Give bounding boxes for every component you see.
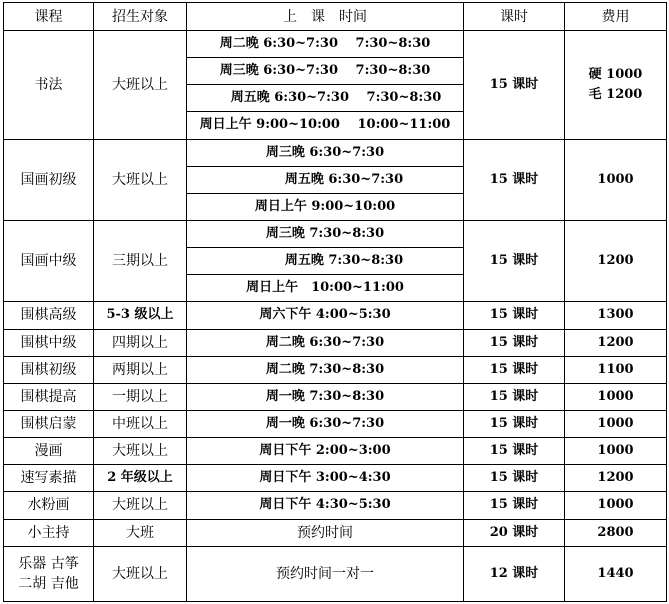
class-time: 周六下午 4:00~5:30 bbox=[187, 302, 464, 329]
table-row bbox=[4, 356, 667, 383]
header-time: 上 课 时间 bbox=[187, 3, 464, 31]
class-hours: 15 课时 bbox=[464, 492, 565, 519]
target-group: 大班以上 bbox=[94, 438, 187, 465]
class-hours: 15 课时 bbox=[464, 356, 565, 383]
class-hours: 15 课时 bbox=[464, 329, 565, 356]
course-name: 速写素描 bbox=[4, 465, 94, 492]
fee: 1000 bbox=[565, 492, 667, 519]
course-name-line: 乐器 古筝 bbox=[18, 555, 79, 572]
target-group: 两期以上 bbox=[94, 356, 187, 383]
class-time: 周五晚 6:30~7:30 7:30~8:30 bbox=[187, 85, 464, 112]
class-time: 周日上午 9:00~10:00 10:00~11:00 bbox=[187, 112, 464, 139]
course-name: 漫画 bbox=[4, 438, 94, 465]
class-hours: 15 课时 bbox=[464, 31, 565, 140]
course-schedule-table bbox=[3, 2, 667, 602]
class-time: 周三晚 7:30~8:30 bbox=[187, 220, 464, 247]
course-name: 国画初级 bbox=[4, 139, 94, 220]
course-name: 围棋提高 bbox=[4, 383, 94, 410]
table-row bbox=[4, 410, 667, 437]
target-group: 一期以上 bbox=[94, 383, 187, 410]
class-time: 预约时间 bbox=[187, 519, 464, 546]
header-fee: 费用 bbox=[565, 3, 667, 31]
class-hours: 15 课时 bbox=[464, 383, 565, 410]
course-name: 国画中级 bbox=[4, 220, 94, 301]
class-time: 周日下午 4:30~5:30 bbox=[187, 492, 464, 519]
class-time: 周五晚 7:30~8:30 bbox=[187, 248, 464, 275]
table-row bbox=[4, 438, 667, 465]
header-target: 招生对象 bbox=[94, 3, 187, 31]
table-row bbox=[4, 31, 667, 58]
fee: 1440 bbox=[565, 546, 667, 601]
class-time: 周二晚 6:30~7:30 7:30~8:30 bbox=[187, 31, 464, 58]
class-hours: 15 课时 bbox=[464, 410, 565, 437]
class-hours: 15 课时 bbox=[464, 139, 565, 220]
class-hours: 15 课时 bbox=[464, 220, 565, 301]
table-row bbox=[4, 546, 667, 601]
fee: 2800 bbox=[565, 519, 667, 546]
fee: 1300 bbox=[565, 302, 667, 329]
class-hours: 15 课时 bbox=[464, 465, 565, 492]
course-name: 书法 bbox=[4, 31, 94, 140]
course-name: 围棋高级 bbox=[4, 302, 94, 329]
class-time: 周日下午 2:00~3:00 bbox=[187, 438, 464, 465]
fee: 1000 bbox=[565, 410, 667, 437]
class-time: 周二晚 7:30~8:30 bbox=[187, 356, 464, 383]
class-time: 周三晚 6:30~7:30 bbox=[187, 139, 464, 166]
target-group: 中班以上 bbox=[94, 410, 187, 437]
target-group: 大班以上 bbox=[94, 31, 187, 140]
class-time: 周二晚 6:30~7:30 bbox=[187, 329, 464, 356]
target-group: 大班 bbox=[94, 519, 187, 546]
course-name: 围棋启蒙 bbox=[4, 410, 94, 437]
table-row bbox=[4, 302, 667, 329]
class-time: 周日下午 3:00~4:30 bbox=[187, 465, 464, 492]
course-name: 围棋中级 bbox=[4, 329, 94, 356]
target-group: 大班以上 bbox=[94, 492, 187, 519]
fee bbox=[565, 31, 667, 140]
table-row bbox=[4, 492, 667, 519]
course-name-line: 二胡 吉他 bbox=[18, 575, 79, 592]
class-time: 周一晚 7:30~8:30 bbox=[187, 383, 464, 410]
course-name: 小主持 bbox=[4, 519, 94, 546]
fee: 1000 bbox=[565, 383, 667, 410]
fee: 1000 bbox=[565, 139, 667, 220]
fee: 1200 bbox=[565, 329, 667, 356]
header-hours: 课时 bbox=[464, 3, 565, 31]
fee: 1200 bbox=[565, 465, 667, 492]
table-row bbox=[4, 220, 667, 247]
class-hours: 12 课时 bbox=[464, 546, 565, 601]
table-row bbox=[4, 329, 667, 356]
class-time: 周一晚 6:30~7:30 bbox=[187, 410, 464, 437]
course-name bbox=[4, 546, 94, 601]
target-group: 2 年级以上 bbox=[94, 465, 187, 492]
target-group: 大班以上 bbox=[94, 546, 187, 601]
fee: 1200 bbox=[565, 220, 667, 301]
target-group: 大班以上 bbox=[94, 139, 187, 220]
table-row bbox=[4, 519, 667, 546]
target-group: 三期以上 bbox=[94, 220, 187, 301]
table-row bbox=[4, 465, 667, 492]
course-name: 水粉画 bbox=[4, 492, 94, 519]
table-row bbox=[4, 383, 667, 410]
class-hours: 15 课时 bbox=[464, 302, 565, 329]
class-time: 预约时间一对一 bbox=[187, 546, 464, 601]
fee: 1000 bbox=[565, 438, 667, 465]
class-hours: 15 课时 bbox=[464, 438, 565, 465]
header-course: 课程 bbox=[4, 3, 94, 31]
class-time: 周日上午 10:00~11:00 bbox=[187, 275, 464, 302]
class-hours: 20 课时 bbox=[464, 519, 565, 546]
fee-line: 硬 1000 bbox=[588, 66, 643, 82]
class-time: 周日上午 9:00~10:00 bbox=[187, 193, 464, 220]
class-time: 周三晚 6:30~7:30 7:30~8:30 bbox=[187, 58, 464, 85]
table-row bbox=[4, 139, 667, 166]
target-group: 四期以上 bbox=[94, 329, 187, 356]
fee-line: 毛 1200 bbox=[588, 86, 643, 102]
course-name: 围棋初级 bbox=[4, 356, 94, 383]
class-time: 周五晚 6:30~7:30 bbox=[187, 166, 464, 193]
target-group: 5-3 级以上 bbox=[94, 302, 187, 329]
header-row bbox=[4, 3, 667, 31]
fee: 1100 bbox=[565, 356, 667, 383]
